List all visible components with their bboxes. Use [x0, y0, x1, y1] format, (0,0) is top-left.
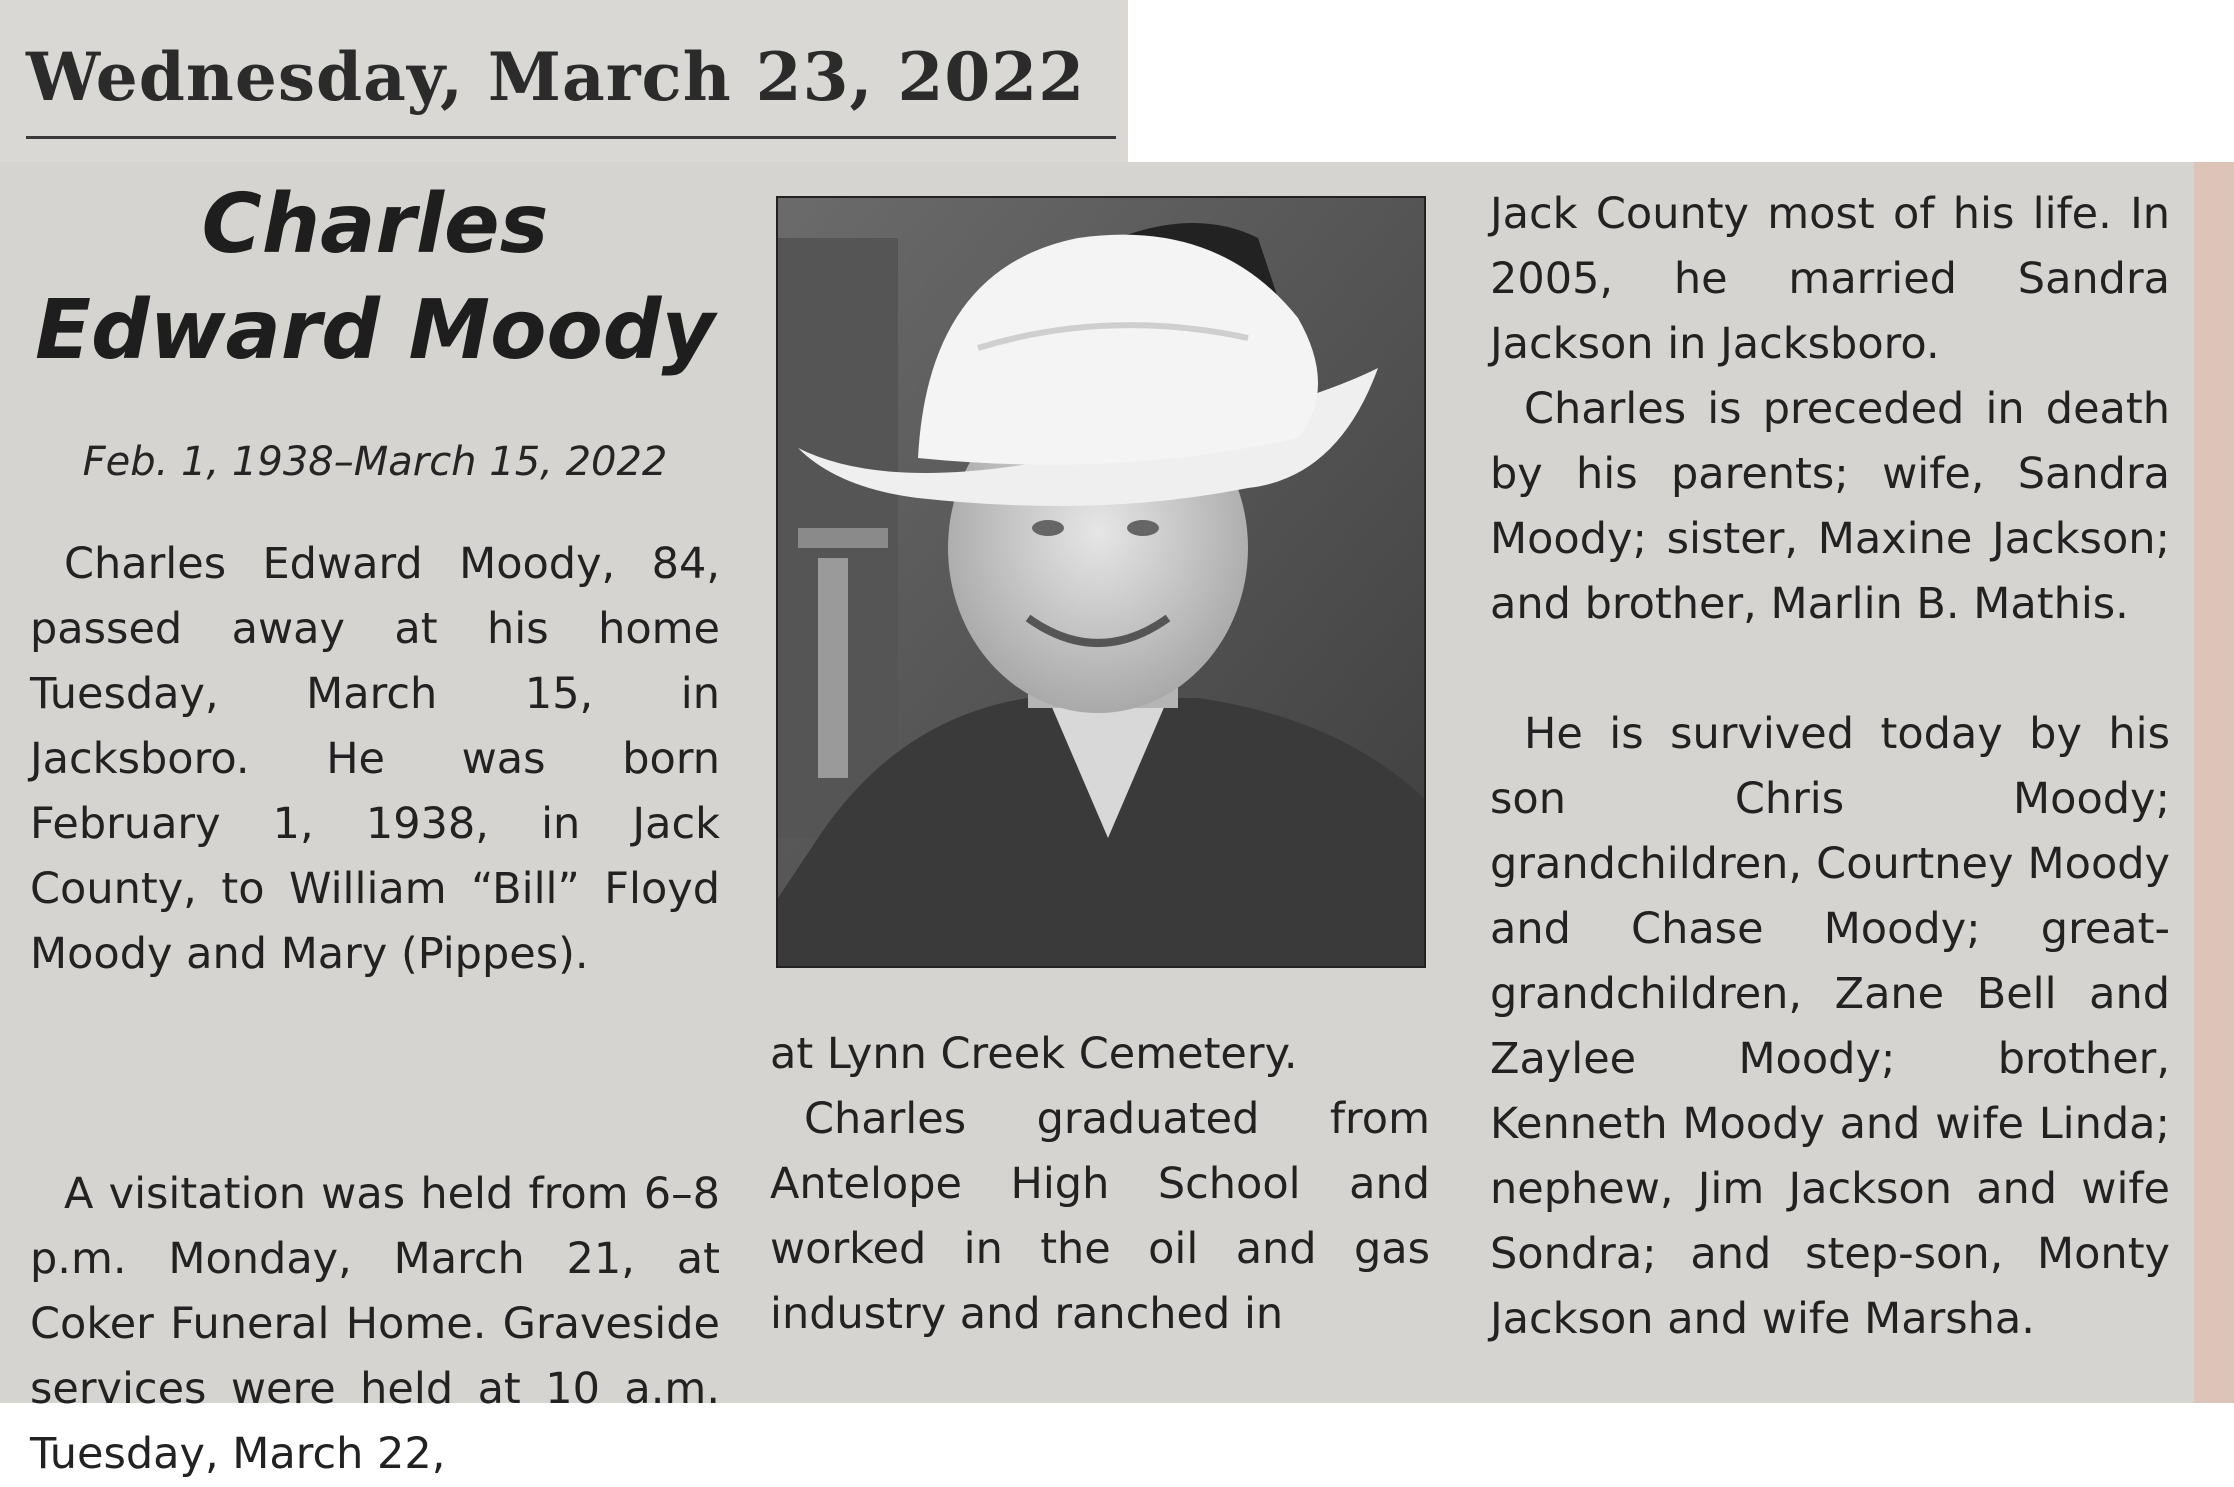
paragraph-intro: Charles Edward Moody, 84, passed away at his home Tuesday, March 15, in Jacksboro. He was born February 1, 1938, in Jack County, to William “Bill” Floyd Moody and Mary (Pippes).	[30, 539, 720, 979]
paragraph-services-continued: at Lynn Creek Cemetery.	[770, 1029, 1298, 1079]
paragraph-services: A visitation was held from 6–8 p.m. Monday, March 21, at Coker Funeral Home. Graveside services were held at 10 a.m. Tuesday, March 22,	[30, 1169, 720, 1479]
paragraph-career-continued: Jack County most of his life. In 2005, he married Sandra Jackson in Jacksboro.	[1490, 189, 2170, 369]
obituary-clipping	[0, 162, 2234, 1479]
life-dates: Feb. 1, 1938–March 15, 2022	[82, 439, 668, 485]
portrait-photo	[776, 196, 1426, 968]
dateline-rule	[26, 136, 1116, 139]
dateline: Wednesday, March 23, 2022	[26, 38, 1086, 116]
obituary-name: Charles Edward Moody	[35, 177, 715, 378]
paragraph-survived: He is survived today by his son Chris Moody; grandchildren, Courtney Moody and Chase Moody; great-grandchildren, Zane Bell and Zaylee Moody; brother, Kenneth Moody and wife Linda; nephew, Jim Jackson and wife Sondra; and step-son, Monty Jackson and wife Marsha.	[1490, 709, 2170, 1344]
paragraph-career: Charles graduated from Antelope High School and worked in the oil and gas industry and ranched in	[770, 1094, 1430, 1339]
paragraph-preceded: Charles is preceded in death by his parents; wife, Sandra Moody; sister, Maxine Jackson; and brother, Marlin B. Mathis.	[1490, 384, 2170, 629]
dateline-strip	[0, 0, 1128, 162]
paper-edge	[2194, 162, 2234, 1403]
